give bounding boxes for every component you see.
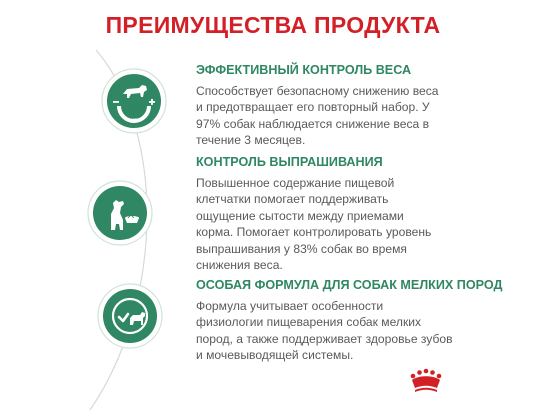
benefit-heading: ЭФФЕКТИВНЫЙ КОНТРОЛЬ ВЕСА — [196, 63, 412, 77]
benefit-line: течение 3 месяцев. — [196, 133, 306, 148]
benefit-line: клетчатки помогает поддерживать — [196, 192, 389, 207]
benefit-line: Формула учитывает особенности — [196, 299, 384, 313]
small-dog-check-icon — [97, 283, 163, 349]
benefit-description — [196, 175, 536, 273]
benefit-weight-control — [196, 63, 536, 149]
dog-food-bowl-icon — [87, 180, 153, 246]
benefit-line: и предотвращает его повторный набор. У — [196, 100, 430, 115]
benefit-line: Повышенное содержание пищевой — [196, 176, 395, 190]
page-title: ПРЕИМУЩЕСТВА ПРОДУКТА — [105, 12, 441, 38]
icon-weight-label: КГ — [130, 119, 138, 125]
benefit-line: выпрашивания у 83% собак во время — [196, 241, 407, 256]
badge-weight-control — [101, 68, 167, 134]
badge-small-breed — [97, 283, 163, 349]
benefit-heading: КОНТРОЛЬ ВЫПРАШИВАНИЯ — [196, 155, 383, 169]
benefit-description — [196, 298, 536, 364]
benefit-line: и мочевыводящей системы. — [196, 348, 354, 363]
benefit-line: пород, а также поддерживает здоровье зубов — [196, 331, 453, 346]
benefit-line: корма. Помогает контролировать уровень — [196, 225, 432, 240]
benefit-heading: ОСОБАЯ ФОРМУЛА ДЛЯ СОБАК МЕЛКИХ ПОРОД — [196, 278, 503, 292]
benefit-small-breed-formula — [196, 278, 536, 364]
benefit-description — [196, 83, 536, 149]
benefit-line: ощущение сытости между приемами — [196, 208, 404, 223]
badge-begging-control — [87, 180, 153, 246]
benefit-line: 97% собак наблюдается снижение веса в — [196, 116, 430, 131]
benefit-line: физиологии пищеварения собак мелких — [196, 315, 422, 330]
dog-weight-scale-icon — [101, 68, 167, 134]
benefit-begging-control — [196, 155, 536, 273]
crown-logo-icon — [409, 368, 443, 394]
benefit-line: Способствует безопасному снижению веса — [196, 84, 439, 98]
benefit-line: снижения веса. — [196, 258, 283, 273]
